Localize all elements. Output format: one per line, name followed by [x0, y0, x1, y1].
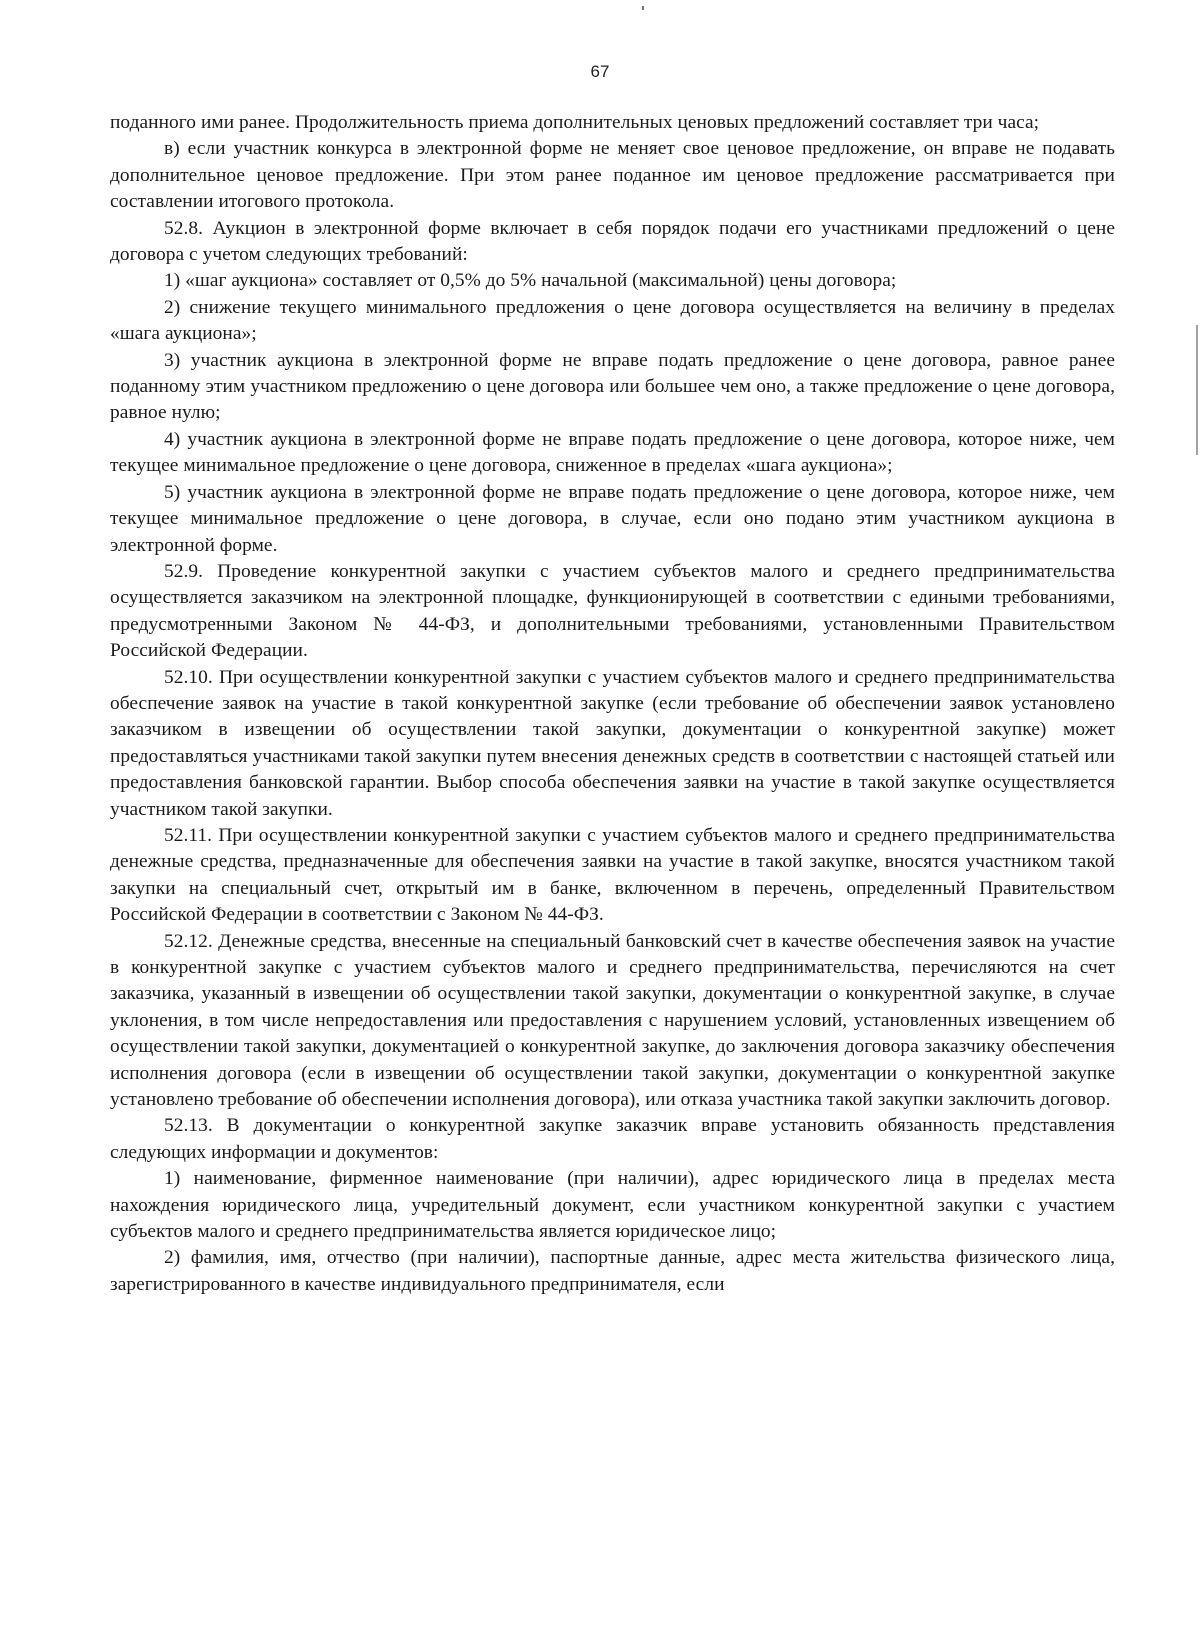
paragraph-52-8-item-5: 5) участник аукциона в электронной форме не вправе подать предложение о цене договора, которое ниже, чем текущее минимальное предложение о цене договора, в случае, если оно подано этим участником аукциона в электронной форме. — [110, 481, 1115, 556]
paragraph-item-v: в) если участник конкурса в электронной форме не меняет свое ценовое предложение, он вправе не подавать дополнительное ценовое предложение. При этом ранее поданное им ценовое предложение рассматривается при составлении итогового протокола. — [110, 138, 1115, 213]
paragraph-52-13-item-1: 1) наименование, фирменное наименование (при наличии), адрес юридического лица в пределах места нахождения юридического лица, учредительный документ, если участником конкурентной закупки с участием субъектов малого и среднего предпринимательства является юридическое лицо; — [110, 1168, 1115, 1243]
paragraph-52-11: 52.11. При осуществлении конкурентной закупки с участием субъектов малого и среднего предпринимательства денежные средства, предназначенные для обеспечения заявки на участие в такой закупке, вносятся участником такой закупки на специальный счет, открытый им в банке, включенном в перечень, определенный Правительством Российской Федерации в соответствии с Законом № 44-ФЗ. — [110, 824, 1115, 926]
paragraph-52-8-item-2: 2) снижение текущего минимального предложения о цене договора осуществляется на величину в пределах «шага аукциона»; — [110, 296, 1115, 345]
paragraph-continuation: поданного ими ранее. Продолжительность приема дополнительных ценовых предложений составляет три часа; — [110, 112, 1040, 133]
paragraph-52-8: 52.8. Аукцион в электронной форме включает в себя порядок подачи его участниками предложений о цене договора с учетом следующих требований: — [110, 217, 1115, 266]
paragraph-52-8-item-1: 1) «шаг аукциона» составляет от 0,5% до 5% начальной (максимальной) цены договора; — [164, 270, 897, 292]
paragraph-52-13-item-2: 2) фамилия, имя, отчество (при наличии), паспортные данные, адрес места жительства физического лица, зарегистрированного в качестве индивидуального предпринимателя, если — [110, 1247, 1115, 1295]
paragraph-52-9: 52.9. Проведение конкурентной закупки с участием субъектов малого и среднего предпринимательства осуществляется заказчиком на электронной площадке, функционирующей в соответствии с едиными требованиями, предусмотренными Законом № 44-ФЗ, и дополнительными требованиями, установленными Правительством Российской Федерации. — [110, 560, 1115, 662]
page-number: 67 — [590, 62, 610, 81]
document-body — [110, 110, 1115, 1298]
paragraph-52-8-item-4: 4) участник аукциона в электронной форме не вправе подать предложение о цене договора, которое ниже, чем текущее минимальное предложение о цене договора, сниженное в пределах «шага аукциона»; — [110, 428, 1115, 477]
scan-edge-mark — [1196, 325, 1198, 455]
scan-speck — [642, 6, 644, 10]
paragraph-52-8-item-3: 3) участник аукциона в электронной форме не вправе подать предложение о цене договора, равное ранее поданному этим участником предложению о цене договора или большее чем оно, а также предложение о цене договора, равное нулю; — [110, 349, 1115, 424]
paragraph-52-12: 52.12. Денежные средства, внесенные на специальный банковский счет в качестве обеспечения заявок на участие в конкурентной закупке с участием субъектов малого и среднего предпринимательства, перечисляются на счет заказчика, указанный в извещении об осуществлении такой закупки, документации о конкурентной закупке, в случае уклонения, в том числе непредоставления или предоставления с нарушением условий, установленных извещением об осуществлении такой закупки, документацией о конкурентной закупке, до заключения договора заказчику обеспечения исполнения договора (если в извещении об осуществлении такой закупки, документации о конкурентной закупке установлено требование об обеспечении исполнения договора), или отказа участника такой закупки заключить договор. — [110, 930, 1115, 1111]
paragraph-52-13: 52.13. В документации о конкурентной закупке заказчик вправе установить обязанность представления следующих информации и документов: — [110, 1115, 1115, 1163]
paragraph-52-10: 52.10. При осуществлении конкурентной закупки с участием субъектов малого и среднего предпринимательства обеспечение заявок на участие в такой конкурентной закупке (если требование об обеспечении заявок установлено заказчиком в извещении об осуществлении такой закупки, документации о конкурентной закупке) может предоставляться участниками такой закупки путем внесения денежных средств в соответствии с настоящей статьей или предоставления банковской гарантии. Выбор способа обеспечения заявки на участие в такой закупке осуществляется участником такой закупки. — [110, 666, 1115, 820]
